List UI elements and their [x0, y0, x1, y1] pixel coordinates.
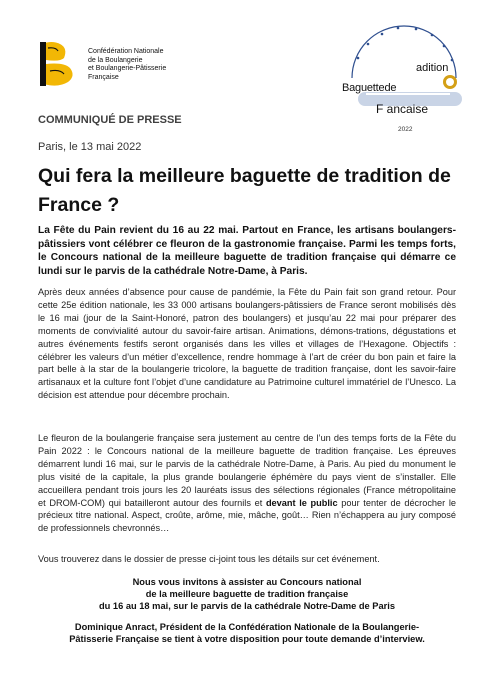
baguette-tradition-event-logo: [338, 22, 468, 140]
release-date: Paris, le 13 mai 2022: [38, 141, 142, 153]
page-title: Qui fera la meilleure baguette de tradition de France ?: [38, 165, 451, 216]
confederation-logo: [38, 38, 208, 90]
contact-line: Dominique Anract, Président de la Confédération Nationale de la Boulangerie-: [74, 622, 420, 632]
document-type-label: COMMUNIQUÉ DE PRESSE: [38, 114, 182, 126]
organisation-name: [88, 48, 208, 82]
baguette-b-logo-icon: [38, 38, 84, 88]
org-name-line: et Boulangerie-Pâtisserie: [88, 65, 167, 72]
event-logo-year: 2022: [398, 126, 413, 133]
event-logo-word: adition: [416, 62, 449, 74]
emphasis-text: devant le public: [265, 497, 338, 508]
org-name-line: Confédération Nationale: [88, 48, 164, 55]
contact-line: Pâtisserie Française se tient à votre disposition pour toute demande d’interview.: [69, 633, 425, 644]
body-text: pour tenter de décrocher le précieux titre national. Aspect, croûte, arôme, mie, mâche, goût… Rien n’échappera au jury composé de professionnels chevronnés…: [38, 497, 457, 534]
body-paragraph: [38, 432, 456, 535]
invitation-block: [38, 577, 456, 612]
org-name-line: Française: [88, 73, 119, 81]
invitation-line: de la meilleure baguette de tradition française: [145, 588, 349, 599]
event-logo-arc-icon: [338, 22, 468, 140]
org-name-line: de la Boulangerie: [88, 56, 143, 64]
contact-block: [38, 622, 456, 646]
event-logo-word: F ancaise: [376, 102, 429, 116]
invitation-line: Nous vous invitons à assister au Concours national: [132, 577, 362, 587]
body-paragraph: Après deux années d’absence pour cause de pandémie, la Fête du Pain fait son grand retour. Pour cette 25e édition nationale, les 33 000 artisans boulangers-pâtissiers de France seront mobilisés dès le 16 mai (jour de la Saint-Honoré, patron des boulangers) et jusqu’au 22 mai pour préparer des moments de convivialité autour du savoir-faire artisan. Animations, démons-trations, dégustations et autres événements festifs seront organisés dans les villes et villages de l’Hexagone. Objectifs : célébrer les valeurs d’un métier d’excellence, rendre hommage à l’art de créer du bon pain et faire la part belle à la star de la boulangerie tricolore, la baguette de tradition française, dont les savoir-faire artisanaux et la culture font l’objet d’une candidature au Patrimoine culturel immatériel de l’Unesco. La décision est attendue pour décembre prochain.: [38, 287, 456, 401]
invitation-line: du 16 au 18 mai, sur le parvis de la cathédrale Notre-Dame de Paris: [98, 600, 396, 611]
body-text: Le fleuron de la boulangerie française sera justement au centre de l’un des temps forts de la Fête du Pain 2022 : le Concours national de la meilleure baguette de tradition française. Les épreuves démarrent lundi 16 mai, sur le parvis de la cathédrale Notre-Dame, à Paris. Au pied du monument le plus visité de la capitale, la plus grande boulangerie éphémère du pays vient de s’installer. Elle accueillera pendant trois jours les 20 lauréats issus des sélections régionales (France métropolitaine et DROM-COM) qui batailleront autour des fournils et: [38, 433, 456, 508]
event-logo-word: Baguettede: [342, 82, 397, 94]
press-kit-note: Vous trouverez dans le dossier de presse ci-joint tous les détails sur cet événement.: [38, 554, 380, 564]
lead-paragraph: La Fête du Pain revient du 16 au 22 mai. Partout en France, les artisans boulangers-pâtissiers vont célébrer ce fleuron de la gastronomie française. Parmi les temps forts, le Concours national de la meilleure baguette de tradition française qui démarre ce lundi sur le parvis de la cathédrale Notre-Dame, à Paris.: [38, 225, 456, 277]
